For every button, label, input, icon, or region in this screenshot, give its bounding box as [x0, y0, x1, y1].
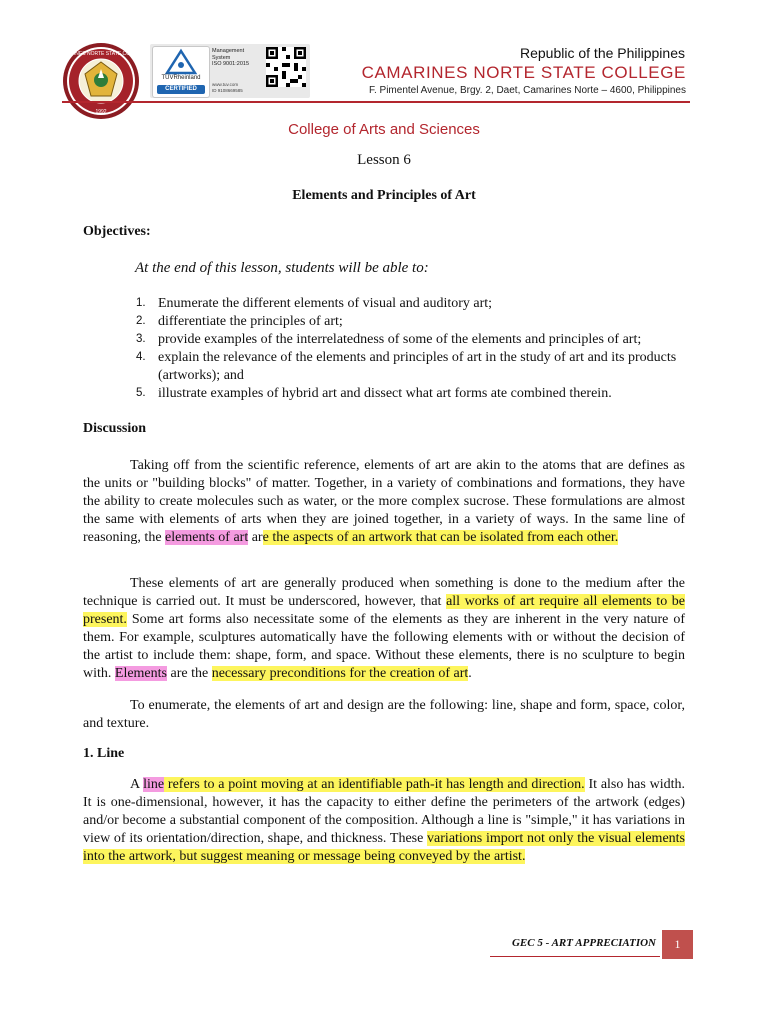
- lesson-number: Lesson 6: [357, 152, 411, 168]
- tuv-brand-text: TÜVRheinland: [161, 75, 201, 81]
- course-footer: GEC 5 - ART APPRECIATION: [511, 937, 656, 949]
- text-run: A: [130, 777, 144, 792]
- address-prefix: F.: [368, 85, 377, 96]
- header-divider: [62, 101, 690, 103]
- text-run: are the: [167, 666, 212, 681]
- paragraph-enumerate: To enumerate, the elements of art and design are the following: line, shape and form, space, color, and texture.: [83, 698, 685, 731]
- text-run: Some art forms also necessitate some of the elements as they are inherent in the very nature of them. For example, sculptures automatically have the following elements with or without the decision of the artist to include them: shape, form, and space. Without these elements, there is no sculpture to begin with.: [83, 612, 685, 681]
- yellow-highlight: refers to a point moving at an identifiable path-it has length and direction.: [164, 777, 585, 792]
- list-number: 1.: [136, 297, 146, 309]
- list-text: provide examples of the interrelatedness of some of the elements and principles of art;: [158, 332, 642, 347]
- iso-certification-badge: [150, 44, 310, 98]
- yellow-highlight: variations import not only the visual elements into the artwork, but suggest meaning or message being conveyed by the artist.: [83, 831, 685, 864]
- iso-standard-text: Management System ISO 9001:2015: [212, 48, 250, 67]
- list-item: [136, 295, 696, 313]
- text-run: .: [468, 666, 472, 681]
- text-run: Taking off from the scientific reference, elements of art are akin to the atoms that are defines as the units or "building blocks" of matter. Together, in a variety of combinations and formations, they have the ability to create molecules such as water, or the more complex sucrose. These formulations are almost the same with elements of arts when they are joined together, in a variety of ways. In the same line of reasoning, the: [83, 458, 685, 545]
- objectives-list: [136, 295, 696, 403]
- list-item: [136, 331, 696, 349]
- college-address: [369, 85, 686, 96]
- objectives-heading: Objectives:: [83, 224, 151, 239]
- text-run: These elements of art are generally produced when something is done to the medium after the technique is carried out. It must be underscored, however, that: [83, 576, 685, 609]
- qr-code-icon: [266, 47, 306, 87]
- paragraph-line: [83, 776, 685, 866]
- tuv-triangle-icon: [153, 47, 209, 75]
- pink-highlight: elements of art: [165, 530, 249, 545]
- yellow-highlight: necessary preconditions for the creation of art: [211, 666, 469, 681]
- yellow-highlight: all works of art require all elements to be present.: [83, 594, 686, 627]
- department-name: College of Arts and Sciences: [288, 121, 480, 138]
- list-text: illustrate examples of hybrid art and dissect what art forms ate combined therein.: [158, 386, 612, 401]
- paragraph-medium: [83, 575, 685, 683]
- list-text: Enumerate the different elements of visual and auditory art;: [158, 296, 493, 311]
- tuv-logo: [152, 46, 210, 98]
- cert-id-text: www.tuv.com ID 9108669585: [212, 82, 243, 93]
- discussion-heading: Discussion: [83, 421, 147, 436]
- list-item: [136, 349, 696, 385]
- objectives-intro: At the end of this lesson, students will be able to:: [135, 260, 429, 276]
- address-text: Pimentel Avenue, Brgy. 2, Daet, Camarines Norte – 4600, Philippines: [379, 85, 686, 96]
- pink-highlight: Elements: [114, 666, 167, 681]
- page-number: 1: [662, 930, 693, 959]
- college-seal-logo: [55, 42, 147, 120]
- lesson-title: Elements and Principles of Art: [292, 188, 476, 203]
- list-item: [136, 385, 696, 403]
- text-run: It also has width. It is one-dimensional, however, it has the capacity to either define the perimeters of the artwork (edges) and/or become a substantial component of the composition. Although a line is "simple," it has variations in view of its orientation/direction, shape, and thickness. These: [83, 777, 686, 846]
- republic-label: Republic of the Philippines: [520, 45, 685, 61]
- list-number: 5.: [136, 387, 146, 399]
- pink-highlight: line: [143, 777, 165, 792]
- seal-year: 1992: [95, 109, 107, 115]
- seal-lettering: CAMARINES NORTE STATE COLLEGE: [55, 51, 147, 57]
- list-text: differentiate the principles of art;: [158, 314, 343, 329]
- line-heading: 1. Line: [83, 746, 125, 761]
- list-number: 2.: [136, 315, 146, 327]
- list-text: explain the relevance of the elements and principles of art in the study of art and its products (artworks); and: [158, 350, 677, 383]
- text-run: ar: [248, 530, 263, 545]
- list-number: 4.: [136, 351, 146, 363]
- yellow-highlight: e the aspects of an artwork that can be isolated from each other.: [262, 530, 619, 545]
- paragraph-atoms: [83, 457, 685, 547]
- certified-label: CERTIFIED: [157, 85, 205, 94]
- college-name: CAMARINES NORTE STATE COLLEGE: [361, 63, 686, 82]
- list-item: [136, 313, 696, 331]
- footer-divider: [490, 956, 660, 957]
- list-number: 3.: [136, 333, 146, 345]
